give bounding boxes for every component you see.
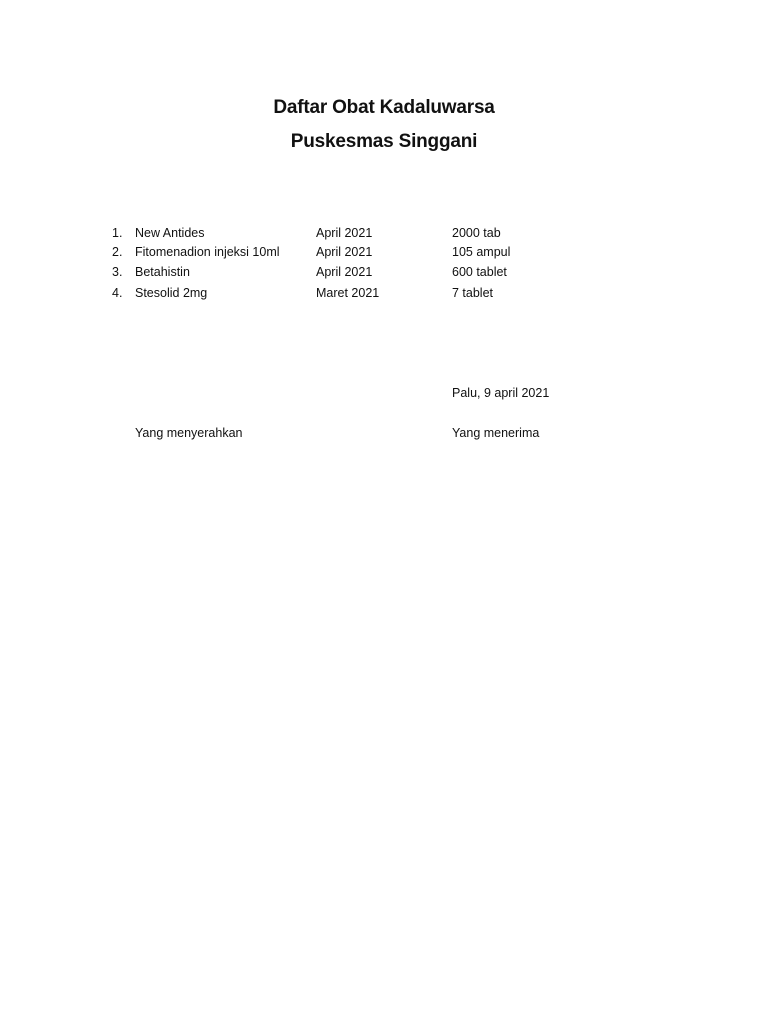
item-quantity: 600 tablet xyxy=(452,265,507,279)
list-item xyxy=(0,286,768,306)
item-number: 2. xyxy=(112,245,123,259)
item-name: New Antides xyxy=(135,226,205,240)
item-name: Stesolid 2mg xyxy=(135,286,208,300)
item-expiry: Maret 2021 xyxy=(316,286,380,300)
giver-signature-label: Yang menyerahkan xyxy=(135,426,243,440)
document-title: Daftar Obat Kadaluwarsa xyxy=(273,97,495,118)
receiver-signature-label: Yang menerima xyxy=(452,426,540,440)
item-name: Fitomenadion injeksi 10ml xyxy=(135,245,280,259)
item-number: 1. xyxy=(112,226,123,240)
list-item xyxy=(0,245,768,265)
place-date: Palu, 9 april 2021 xyxy=(452,386,550,400)
item-quantity: 2000 tab xyxy=(452,226,501,240)
item-number: 3. xyxy=(112,265,123,279)
item-expiry: April 2021 xyxy=(316,265,373,279)
item-quantity: 7 tablet xyxy=(452,286,494,300)
item-expiry: April 2021 xyxy=(316,245,373,259)
item-number: 4. xyxy=(112,286,123,300)
item-name: Betahistin xyxy=(135,265,190,279)
item-expiry: April 2021 xyxy=(316,226,373,240)
list-item xyxy=(0,226,768,246)
document-subtitle: Puskesmas Singgani xyxy=(290,131,478,152)
list-item xyxy=(0,265,768,285)
item-quantity: 105 ampul xyxy=(452,245,511,259)
